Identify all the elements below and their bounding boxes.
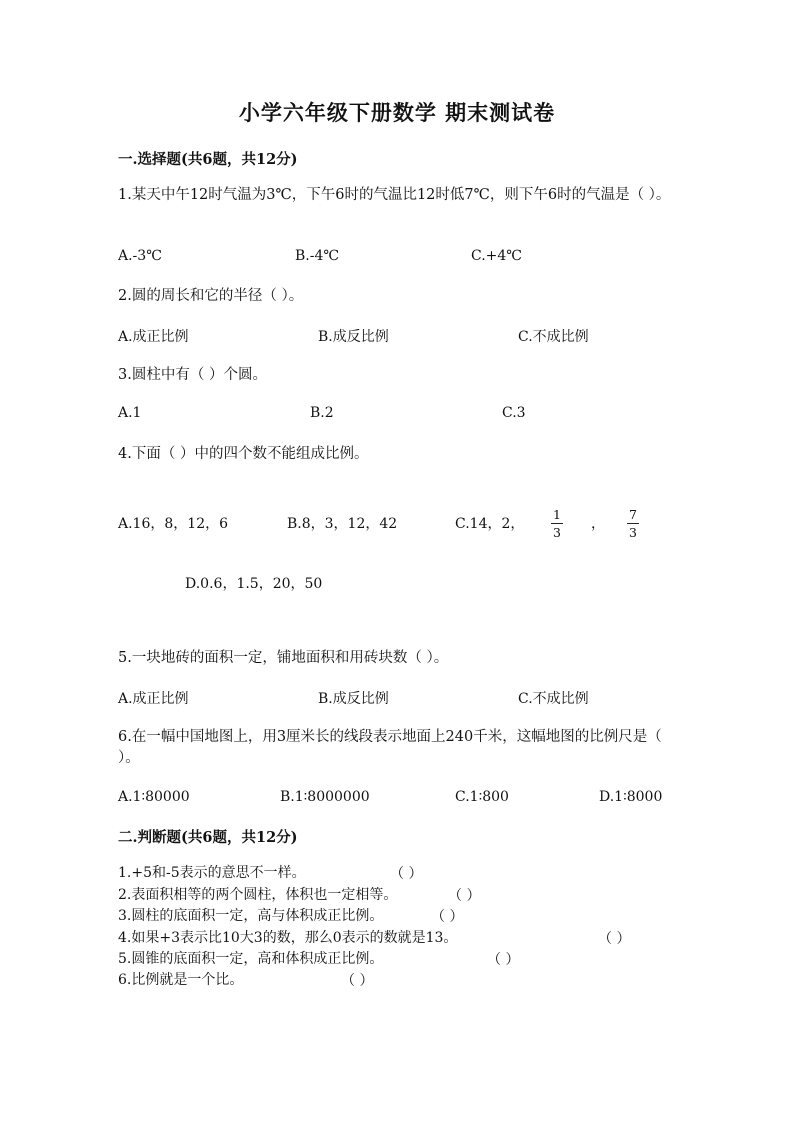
question-2-stem: 2.圆的周长和它的半径（ ）。 — [118, 288, 304, 304]
question-2-option-b: B.成反比例 — [318, 329, 389, 345]
question-3-option-a: A.1 — [118, 405, 142, 421]
judgement-item-5-answer-blank: （ ） — [487, 952, 520, 968]
judgement-item-2: 2.表面积相等的两个圆柱，体积也一定相等。 — [118, 887, 398, 903]
question-2-option-a: A.成正比例 — [118, 329, 189, 345]
question-1-option-b: B.-4℃ — [295, 248, 340, 264]
question-4-option-c: C.14，2， — [455, 516, 525, 532]
question-6-option-b: B.1∶8000000 — [280, 789, 370, 805]
section-heading-choice: 一.选择题(共6题，共12分) — [118, 151, 298, 168]
question-6-option-d: D.1∶8000 — [599, 789, 663, 805]
question-6-option-c: C.1∶800 — [455, 789, 509, 805]
fraction-denominator: 3 — [629, 525, 637, 540]
page-title: 小学六年级下册数学 期末测试卷 — [238, 100, 556, 125]
question-3-stem: 3.圆柱中有（ ）个圆。 — [118, 367, 267, 383]
judgement-item-3-answer-blank: （ ） — [431, 909, 464, 925]
fraction-denominator: 3 — [553, 525, 561, 540]
question-1-stem: 1.某天中午12时气温为3℃，下午6时的气温比12时低7℃，则下午6时的气温是（ ）。 — [118, 187, 671, 203]
judgement-item-4-answer-blank: （ ） — [598, 931, 631, 947]
question-4-option-c-fraction-1 — [551, 507, 563, 540]
question-4-option-b: B.8，3，12，42 — [287, 516, 398, 532]
question-5-option-a: A.成正比例 — [118, 691, 189, 707]
judgement-item-5: 5.圆锥的底面积一定，高和体积成正比例。 — [118, 951, 384, 967]
question-1-option-c: C.+4℃ — [471, 248, 522, 264]
judgement-item-1: 1.+5和-5表示的意思不一样。 — [118, 865, 306, 881]
question-5-option-c: C.不成比例 — [518, 691, 589, 707]
fraction-numerator: 7 — [629, 507, 637, 522]
question-5-stem: 5.一块地砖的面积一定，铺地面积和用砖块数（ ）。 — [118, 650, 449, 666]
question-5-option-b: B.成反比例 — [318, 691, 389, 707]
judgement-item-6: 6.比例就是一个比。 — [118, 972, 244, 988]
question-4-option-c-separator: ， — [591, 516, 605, 532]
section-heading-judgement: 二.判断题(共6题，共12分) — [118, 829, 298, 846]
question-4-option-a: A.16，8，12，6 — [118, 516, 229, 532]
judgement-item-2-answer-blank: （ ） — [448, 888, 481, 904]
question-3-option-b: B.2 — [310, 405, 334, 421]
question-4-option-d: D.0.6，1.5，20，50 — [185, 576, 323, 592]
question-3-option-c: C.3 — [502, 405, 526, 421]
question-2-option-c: C.不成比例 — [518, 329, 589, 345]
fraction-numerator: 1 — [553, 507, 561, 522]
judgement-item-6-answer-blank: （ ） — [341, 973, 374, 989]
fraction-bar — [627, 523, 639, 524]
judgement-item-3: 3.圆柱的底面积一定，高与体积成正比例。 — [118, 908, 384, 924]
question-6-option-a: A.1∶80000 — [118, 789, 190, 805]
fraction-bar — [551, 523, 563, 524]
question-6-stem: 6.在一幅中国地图上，用3厘米长的线段表示地面上240千米，这幅地图的比例尺是（ ）。 — [118, 729, 662, 766]
question-4-stem: 4.下面（ ）中的四个数不能组成比例。 — [118, 446, 369, 462]
question-4-option-c-fraction-2 — [627, 507, 639, 540]
question-1-option-a: A.-3℃ — [118, 248, 162, 264]
judgement-item-4: 4.如果+3表示比10大3的数，那么0表示的数就是13。 — [118, 930, 458, 946]
judgement-item-1-answer-blank: （ ） — [390, 866, 423, 882]
